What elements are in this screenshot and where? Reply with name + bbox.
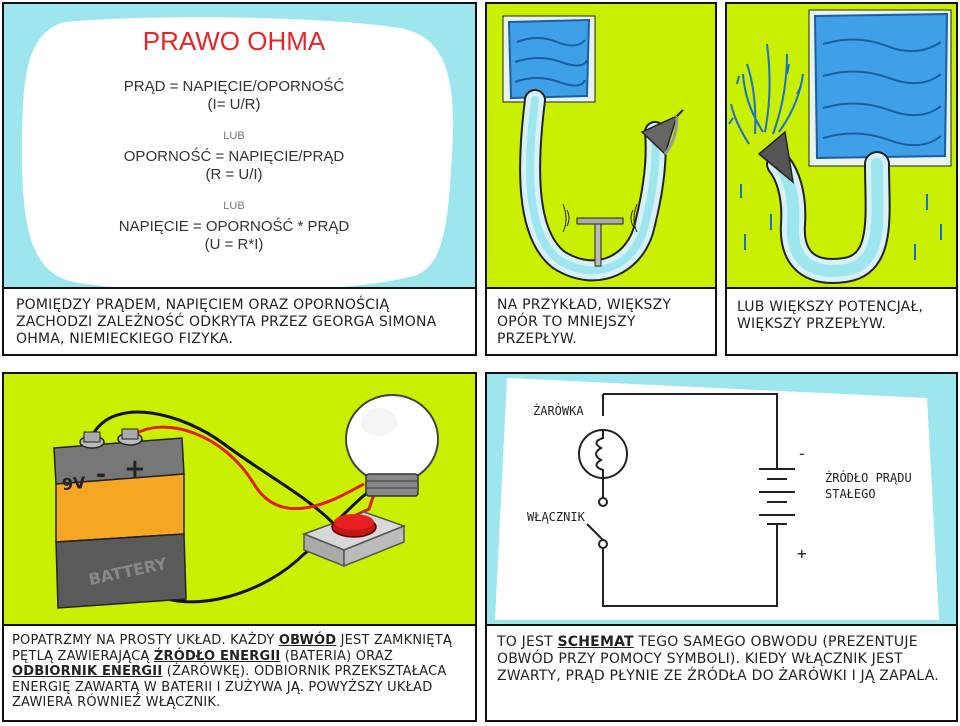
water-tank-illustration-2 — [727, 4, 956, 284]
page-title: PRAWO OHMA — [142, 26, 326, 56]
label-switch: WŁĄCZNIK — [527, 510, 585, 524]
label-dc-source: ŹRÓDŁO PRĄDU STAŁEGO — [825, 471, 912, 502]
battery-label-brand: BATTERY — [86, 553, 169, 590]
or-label-2: LUB — [223, 200, 245, 212]
caption-ohm-description: POMIĘDZY PRĄDEM, NAPIĘCIEM ORAZ OPORNOŚCIĄ ZACHODZI ZALEŻNOŚĆ ODKRYTA PRZEZ GEORGA SIMONA OHMA, NIEMIECKIEGO FIZYKA. — [4, 287, 475, 354]
formula-voltage-symbolic: (U = R*I) — [204, 236, 264, 253]
formula-resistance-symbolic: (R = U/I) — [205, 166, 263, 183]
caption-text: JEST ZAMKNIĘTĄ PĘTLĄ ZAWIERAJĄCĄ — [12, 633, 452, 664]
caption-text: TO JEST — [497, 634, 558, 650]
light-bulb — [346, 395, 438, 496]
term-circuit: OBWÓD — [278, 633, 337, 648]
caption-text: (ŻARÓWKĘ). ODBIORNIK PRZEKSZTAŁACA ENERGIĘ ZAWARTĄ W BATERII I ZUŻYWA JĄ. POWYŻSZY UKŁAD ZAWIERA RÓWNIEŻ WŁĄCZNIK. — [12, 664, 447, 711]
caption-text: TEGO SAMEGO OBWODU (PREZENTUJE OBWÓD PRZY POMOCY SYMBOLI). KIEDY WŁĄCZNIK JEST ZWARTY, PRĄD PŁYNIE ZE ŹRÓDŁA DO ŻARÓWKI I JĄ ZAPALA. — [497, 634, 939, 684]
bubble-content — [44, 4, 424, 284]
circuit-illustration — [4, 374, 475, 624]
battery-label-9v: 9V — [61, 473, 87, 494]
caption-higher-resistance: NA PRZYKŁAD, WIĘKSZY OPÓR TO MNIEJSZY PRZEPŁYW. — [487, 287, 715, 354]
formula-resistance: OPORNOŚĆ = NAPIĘCIE/PRĄD — [123, 148, 345, 165]
water-tank-illustration — [487, 4, 715, 284]
caption-text: (BATERIA) ORAZ — [280, 648, 394, 664]
label-minus: - — [797, 444, 807, 463]
label-plus: + — [797, 544, 807, 563]
panel-schematic — [485, 372, 958, 722]
battery-label-minus: - — [96, 460, 106, 488]
panel-ohms-law — [2, 2, 477, 356]
term-schematic: SCHEMAT — [557, 634, 634, 650]
formula-voltage: NAPIĘCIE = OPORNOŚĆ * PRĄD — [118, 218, 350, 235]
battery-label-plus: + — [124, 454, 146, 484]
caption-simple-circuit — [4, 624, 475, 720]
panel-higher-potential — [725, 2, 958, 356]
caption-higher-potential: LUB WIĘKSZY POTENCJAŁ, WIĘKSZY PRZEPŁYW. — [727, 287, 956, 354]
caption-schematic — [487, 624, 956, 720]
label-bulb: ŻARÓWKA — [533, 404, 584, 418]
push-switch — [304, 512, 404, 566]
term-energy-receiver: ODBIORNIK ENERGII — [12, 664, 163, 680]
formula-current: PRĄD = NAPIĘCIE/OPORNOŚĆ — [123, 78, 345, 95]
term-energy-source: ŹRÓDŁO ENERGII — [153, 648, 281, 664]
caption-text: POPATRZMY NA PROSTY UKŁAD. KAŻDY — [12, 633, 279, 648]
panel-higher-resistance — [485, 2, 717, 356]
formula-current-symbolic: (I= U/R) — [207, 96, 261, 113]
or-label-1: LUB — [223, 130, 245, 142]
panel-simple-circuit — [2, 372, 477, 722]
